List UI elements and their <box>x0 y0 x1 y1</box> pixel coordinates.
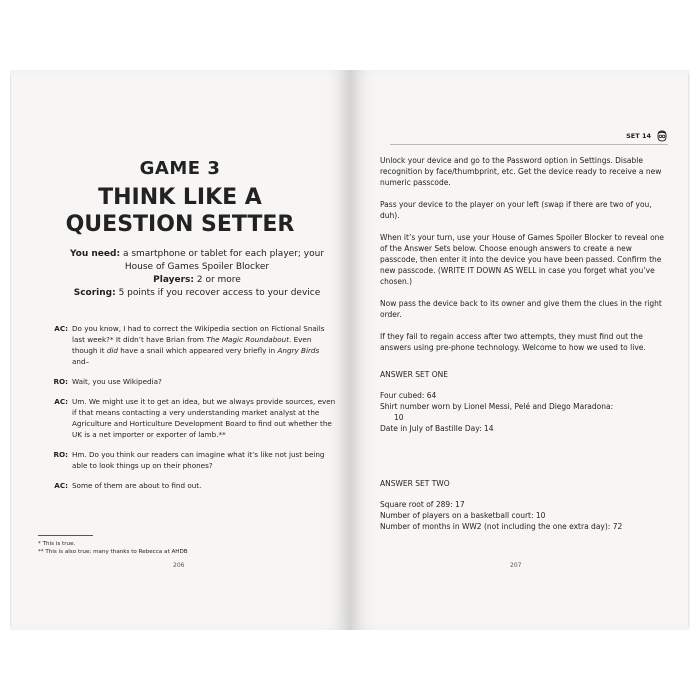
footnote-2: ** This is also true; many thanks to Rebecca at AHDB <box>38 549 188 555</box>
page-edges-right <box>688 74 690 626</box>
paragraph: Now pass the device back to its owner and give them the clues in the right order. <box>380 299 662 319</box>
answer-item: Shirt number worn by Lionel Messi, Pelé and Diego Maradona: <box>380 402 614 411</box>
instructions <box>380 155 670 532</box>
dialogue <box>38 323 338 500</box>
open-book <box>10 70 690 630</box>
game-title <box>10 184 350 238</box>
dialogue-text: Wait, you use Wikipedia? <box>72 377 162 386</box>
right-page <box>350 70 690 630</box>
dialogue-text: Um. We might use it to get an idea, but we always provide sources, even if that means contacting a very understanding market analyst at the Agriculture and Horticulture Development Board to find out whether the UK is a net importer or exporter of lamb.** <box>72 397 336 439</box>
paragraph: If they fail to regain access after two attempts, they must find out the answers using pre-phone technology. Welcome to how we used to live. <box>380 332 646 352</box>
game-label: GAME 3 <box>139 158 221 179</box>
speaker: RO: <box>53 450 68 459</box>
answer-item: Square root of 289: 17 <box>380 500 465 509</box>
speaker: RO: <box>53 377 68 386</box>
answer-item: Number of months in WW2 (not including the one extra day): 72 <box>380 522 623 531</box>
dialogue-text: Do you know, I had to correct the Wikipedia section on Fictional Snails last week?* It didn’t have Brian from The Magic Roundabout. Even though it did have a snail which appeared very briefly in Angry Birds and– <box>72 324 325 366</box>
dialogue-line <box>38 449 338 471</box>
glasses-face-icon <box>656 130 668 142</box>
answer-set-one <box>380 390 670 434</box>
title-line-1: THINK LIKE A <box>98 185 262 210</box>
header-divider <box>390 144 668 145</box>
footnotes <box>38 540 338 556</box>
title-line-2: QUESTION SETTER <box>65 212 295 237</box>
scoring: Scoring: 5 points if you recover access to your device <box>73 288 321 298</box>
page-number-right: 207 <box>510 562 522 569</box>
dialogue-text: Hm. Do you think our readers can imagine what it’s like not just being able to look things up on their phones? <box>72 450 325 470</box>
answer-set-one-title: ANSWER SET ONE <box>380 370 448 379</box>
game-requirements <box>62 248 332 300</box>
speaker: AC: <box>54 324 68 333</box>
footnote-divider <box>38 535 93 536</box>
left-page <box>10 70 350 630</box>
paragraph: When it’s your turn, use your House of Games Spoiler Blocker to reveal one of the Answer Sets below. Choose enough answers to create a new passcode, then enter it into the device you have been passed. Confirm the new passcode. (WRITE IT DOWN AS WELL in case you forget what you’ve chosen.) <box>380 233 665 286</box>
answer-item-continued: 10 <box>394 413 404 422</box>
dialogue-line <box>38 480 338 491</box>
answer-item: Four cubed: 64 <box>380 391 437 400</box>
speaker: AC: <box>54 397 68 406</box>
you-need: You need: a smartphone or tablet for each player; your House of Games Spoiler Blocker <box>69 249 325 272</box>
players: Players: 2 or more <box>153 275 241 285</box>
page-edges-left <box>10 74 12 626</box>
set-label: SET 14 <box>626 132 651 140</box>
answer-set-two <box>380 499 670 532</box>
paragraph: Pass your device to the player on your left (swap if there are two of you, duh). <box>380 200 652 220</box>
dialogue-line <box>38 376 338 387</box>
paragraph: Unlock your device and go to the Password option in Settings. Disable recognition by face/thumbprint, etc. Get the device ready to receive a new numeric passcode. <box>380 156 662 187</box>
dialogue-line <box>38 396 338 440</box>
answer-set-two-title: ANSWER SET TWO <box>380 479 450 488</box>
dialogue-text: Some of them are about to find out. <box>72 481 202 490</box>
footnote-1: * This is true. <box>38 541 76 547</box>
speaker: AC: <box>54 481 68 490</box>
dialogue-line <box>38 323 338 367</box>
page-number-left: 206 <box>173 562 185 569</box>
answer-item: Number of players on a basketball court: 10 <box>380 511 546 520</box>
answer-item: Date in July of Bastille Day: 14 <box>380 424 494 433</box>
set-header <box>626 130 668 142</box>
